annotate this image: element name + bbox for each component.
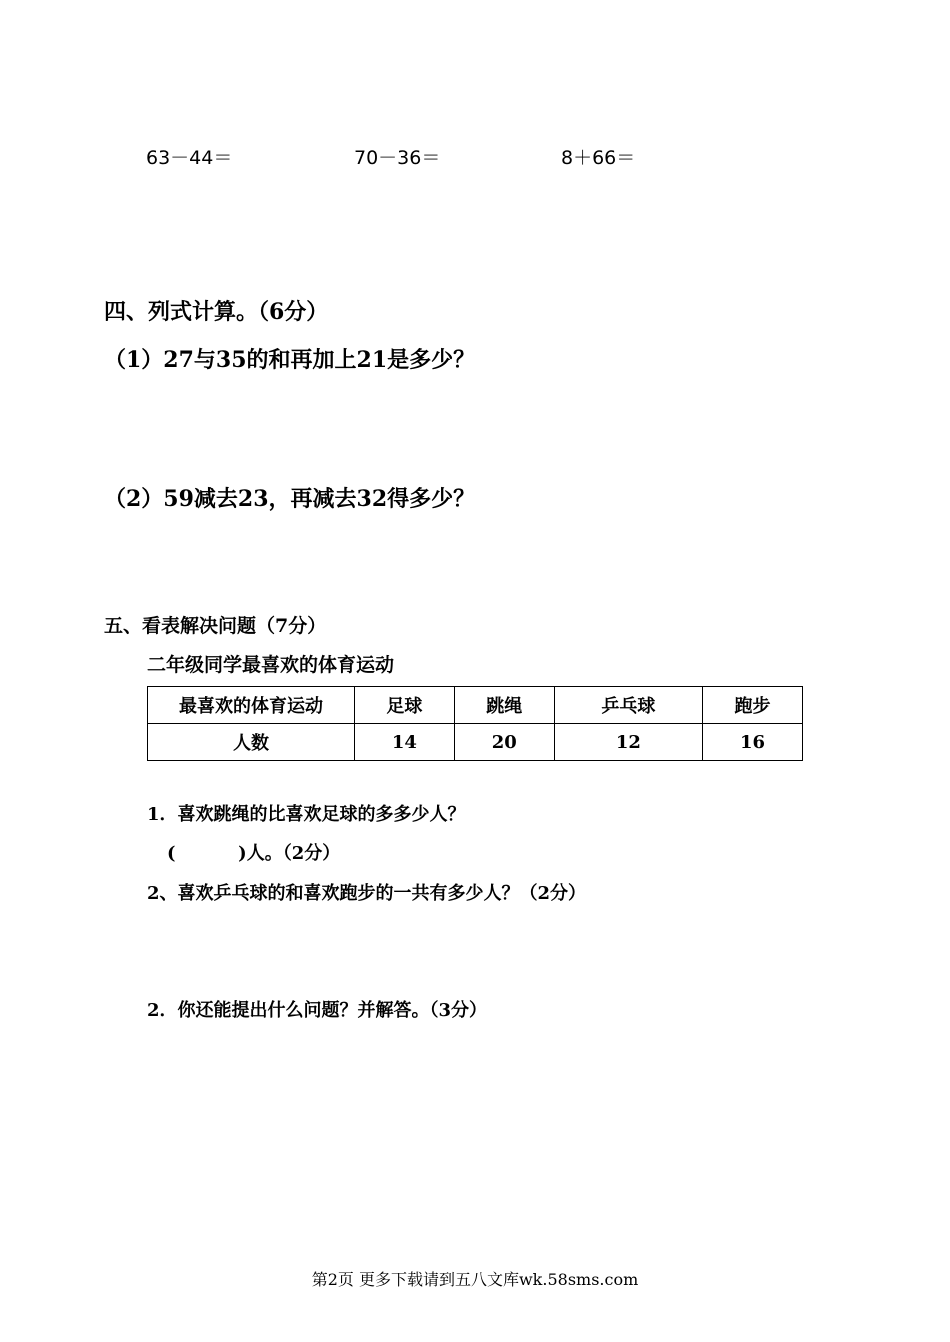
table-question-1: 1．喜欢跳绳的比喜欢足球的多多少人？: [147, 804, 466, 825]
sports-table: [147, 686, 803, 761]
table-cell-count: 12: [554, 724, 702, 761]
calc-expression-1: 63－44＝: [146, 147, 233, 169]
table-cell-sport: 乒乓球: [554, 687, 702, 724]
table-row: [148, 687, 803, 724]
table-cell-sport: 跳绳: [454, 687, 554, 724]
table-question-3: 2．你还能提出什么问题？并解答。（3分）: [147, 1000, 488, 1021]
answer-blank: ( )人。（2分）: [167, 843, 341, 864]
page-footer: 第2页 更多下载请到五八文库wk.58sms.com: [311, 1270, 639, 1289]
table-cell-count: 14: [355, 724, 455, 761]
section-4-question-2: （2）59减去23，再减去32得多少？: [104, 486, 476, 512]
table-header-cell: 人数: [148, 724, 355, 761]
table-cell-count: 16: [703, 724, 803, 761]
table-question-2: 2、喜欢乒乓球的和喜欢跑步的一共有多少人？（2分）: [147, 883, 587, 904]
section-5-heading: 五、看表解决问题（7分）: [104, 615, 327, 637]
table-cell-sport: 足球: [355, 687, 455, 724]
section-4-question-1: （1）27与35的和再加上21是多少？: [104, 347, 476, 373]
section-4-heading: 四、列式计算。（6分）: [104, 299, 329, 325]
table-cell-sport: 跑步: [703, 687, 803, 724]
table-cell-count: 20: [454, 724, 554, 761]
table-header-cell: 最喜欢的体育运动: [148, 687, 355, 724]
calc-expression-3: 8＋66＝: [561, 147, 636, 169]
table-caption: 二年级同学最喜欢的体育运动: [147, 654, 395, 676]
table-row: [148, 724, 803, 761]
calc-expression-2: 70－36＝: [354, 147, 441, 169]
